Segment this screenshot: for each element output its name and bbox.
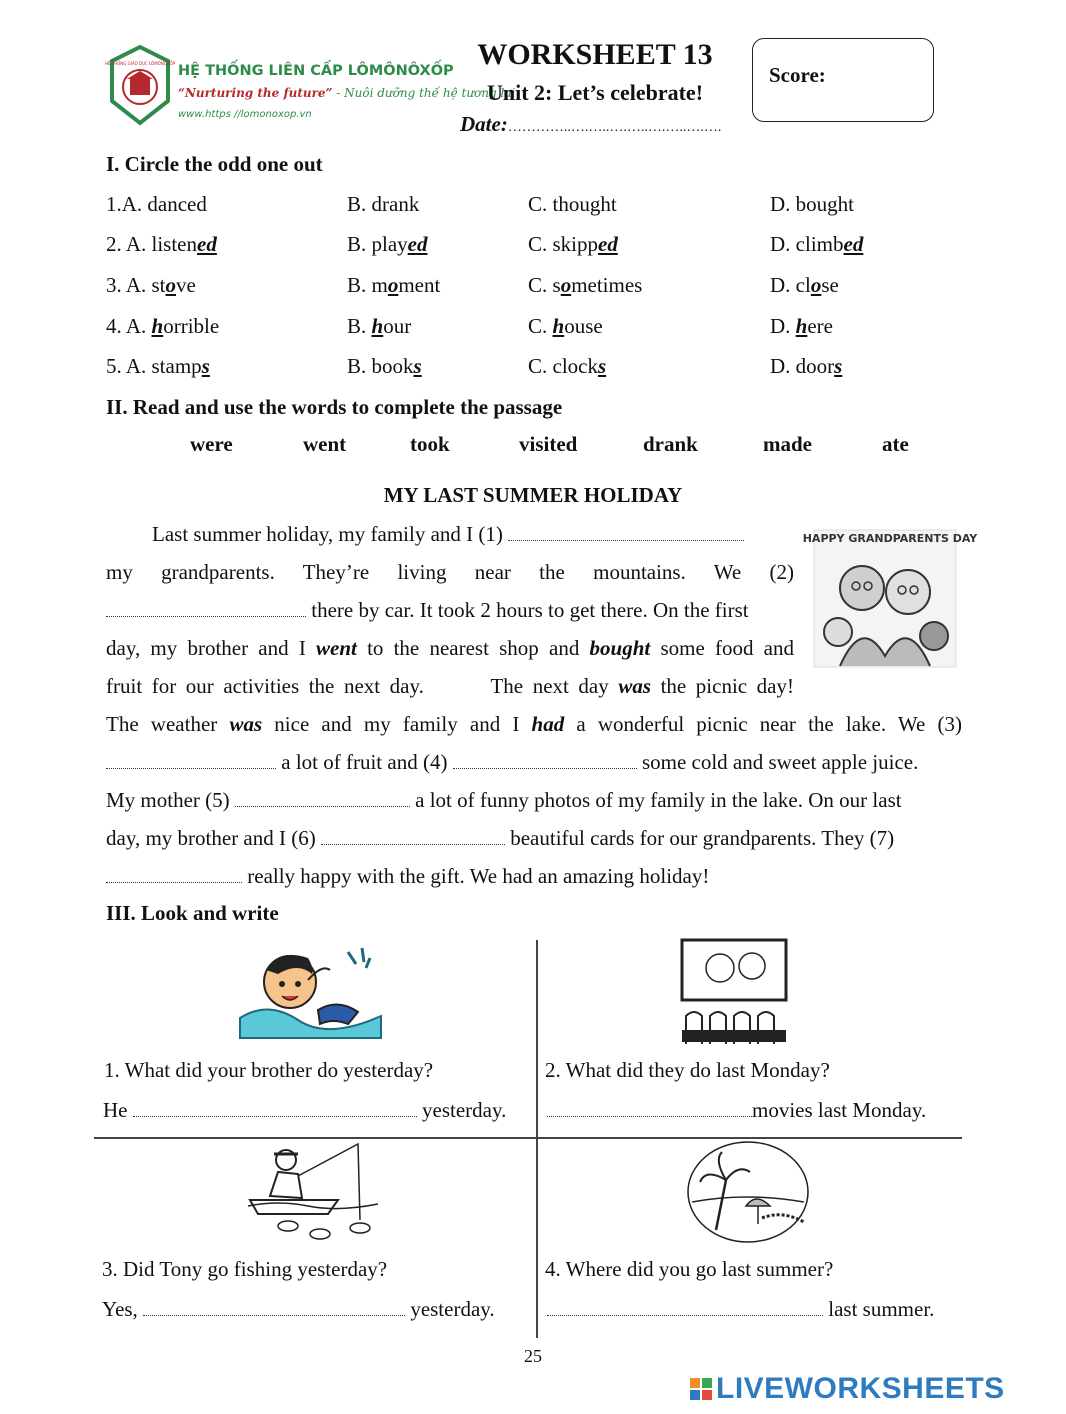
answer-option[interactable]: B. hour <box>347 314 412 338</box>
motto-en: “Nurturing the future” <box>178 86 333 100</box>
blank-6[interactable] <box>321 830 505 845</box>
word-bank-item[interactable]: were <box>190 432 233 456</box>
answer-3: Yes, yesterday. <box>102 1297 495 1321</box>
answer-option[interactable]: D. climbed <box>770 232 864 256</box>
passage-line-7: a lot of fruit and (4) some cold and sweet apple juice. <box>106 750 918 775</box>
odd-one-out-row <box>106 354 986 384</box>
answer-1-blank[interactable] <box>133 1102 417 1117</box>
answer-option[interactable]: C. skipped <box>528 232 618 256</box>
word-bank-item[interactable]: made <box>763 432 812 456</box>
passage-line-2: my grandparents. They’re living near the mountains. We (2) <box>106 560 794 584</box>
answer-option[interactable]: D. doors <box>770 354 843 378</box>
school-website: www.https //lomonoxop.vn <box>178 109 312 120</box>
answer-option[interactable]: 2. A. listened <box>106 232 217 256</box>
passage-line-3: there by car. It took 2 hours to get there. On the first <box>106 598 749 623</box>
odd-one-out-row <box>106 192 986 222</box>
answer-4-blank[interactable] <box>547 1301 823 1316</box>
word-bank-item[interactable]: drank <box>643 432 698 456</box>
odd-one-out-row <box>106 314 986 344</box>
grid-divider-vertical <box>536 940 538 1338</box>
answer-option[interactable]: C. clocks <box>528 354 607 378</box>
swimming-image <box>238 940 383 1040</box>
liveworksheets-logo-icon <box>690 1378 712 1400</box>
date-dots: …………..….…..….…..….…..….…. <box>507 120 722 135</box>
answer-option[interactable]: C. house <box>528 314 603 338</box>
passage-line-1: Last summer holiday, my family and I (1) <box>152 522 744 547</box>
answer-3-blank[interactable] <box>143 1301 405 1316</box>
passage-line-10: really happy with the gift. We had an amazing holiday! <box>106 864 709 889</box>
word-bank-item[interactable]: took <box>410 432 450 456</box>
cinema-image <box>680 938 788 1044</box>
grid-divider-horizontal <box>94 1137 962 1139</box>
worksheet-title: WORKSHEET 13 <box>477 38 713 71</box>
word-bank-item[interactable]: visited <box>519 432 578 456</box>
blank-3[interactable] <box>106 754 276 769</box>
odd-one-out-row <box>106 273 986 303</box>
answer-option[interactable]: 1.A. danced <box>106 192 207 216</box>
passage-line-5: fruit for our activities the next day. The next day was the picnic day! <box>106 674 794 698</box>
page-number: 25 <box>524 1346 542 1366</box>
question-2: 2. What did they do last Monday? <box>545 1058 830 1082</box>
section3-heading: III. Look and write <box>106 901 279 925</box>
unit-title: Unit 2: Let’s celebrate! <box>486 80 704 105</box>
score-label: Score: <box>769 63 826 87</box>
date-label: Date: <box>460 112 508 136</box>
answer-option[interactable]: B. played <box>347 232 428 256</box>
answer-option[interactable]: C. thought <box>528 192 617 216</box>
answer-1: He yesterday. <box>103 1098 507 1122</box>
logo-small-text: HỆ THỐNG GIÁO DỤC LÔMÔNÔXỐP <box>104 61 176 66</box>
answer-option[interactable]: D. bought <box>770 192 854 216</box>
motto-vi: - Nuôi dưỡng thế hệ tương lai <box>332 86 516 100</box>
answer-option[interactable]: 4. A. horrible <box>106 314 220 338</box>
image-caption: HAPPY GRANDPARENTS DAY <box>802 532 978 545</box>
answer-option[interactable]: B. books <box>347 354 422 378</box>
answer-option[interactable]: B. moment <box>347 273 441 297</box>
question-4: 4. Where did you go last summer? <box>545 1257 834 1281</box>
answer-option[interactable]: D. close <box>770 273 839 297</box>
answer-option[interactable]: B. drank <box>347 192 420 216</box>
passage-title: MY LAST SUMMER HOLIDAY <box>383 483 683 507</box>
grandparents-day-image <box>802 526 978 671</box>
passage-line-6: The weather was nice and my family and I had a wonderful picnic near the lake. We (3) <box>106 712 963 736</box>
question-1: 1. What did your brother do yesterday? <box>104 1058 434 1082</box>
passage-line-4: day, my brother and I went to the nearest shop and bought some food and <box>106 636 794 660</box>
word-bank-item[interactable]: ate <box>882 432 909 456</box>
odd-one-out-row <box>106 232 986 262</box>
answer-option[interactable]: D. here <box>770 314 833 338</box>
liveworksheets-brand[interactable]: LIVEWORKSHEETS <box>716 1372 1005 1405</box>
passage-line-9: day, my brother and I (6) beautiful cards for our grandparents. They (7) <box>106 826 895 850</box>
blank-5[interactable] <box>235 792 410 807</box>
fishing-image <box>248 1140 378 1240</box>
blank-2[interactable] <box>106 602 306 617</box>
blank-4[interactable] <box>453 754 637 769</box>
answer-option[interactable]: C. sometimes <box>528 273 643 297</box>
score-box[interactable] <box>752 38 934 122</box>
section1-heading: I. Circle the odd one out <box>106 152 323 176</box>
beach-image <box>686 1140 810 1244</box>
school-name: HỆ THỐNG LIÊN CẤP LÔMÔNÔXỐP <box>178 63 454 79</box>
answer-2: movies last Monday. <box>547 1098 926 1123</box>
answer-2-blank[interactable] <box>547 1102 752 1117</box>
question-3: 3. Did Tony go fishing yesterday? <box>102 1257 388 1281</box>
answer-4: last summer. <box>547 1297 934 1322</box>
answer-option[interactable]: 3. A. stove <box>106 273 196 297</box>
blank-7[interactable] <box>106 868 242 883</box>
passage-line-8: My mother (5) a lot of funny photos of my family in the lake. On our last <box>106 788 902 812</box>
answer-option[interactable]: 5. A. stamps <box>106 354 210 378</box>
word-bank-item[interactable]: went <box>303 432 347 456</box>
blank-1[interactable] <box>508 526 744 541</box>
date-field[interactable] <box>460 112 721 137</box>
section2-heading: II. Read and use the words to complete the passage <box>106 395 563 419</box>
